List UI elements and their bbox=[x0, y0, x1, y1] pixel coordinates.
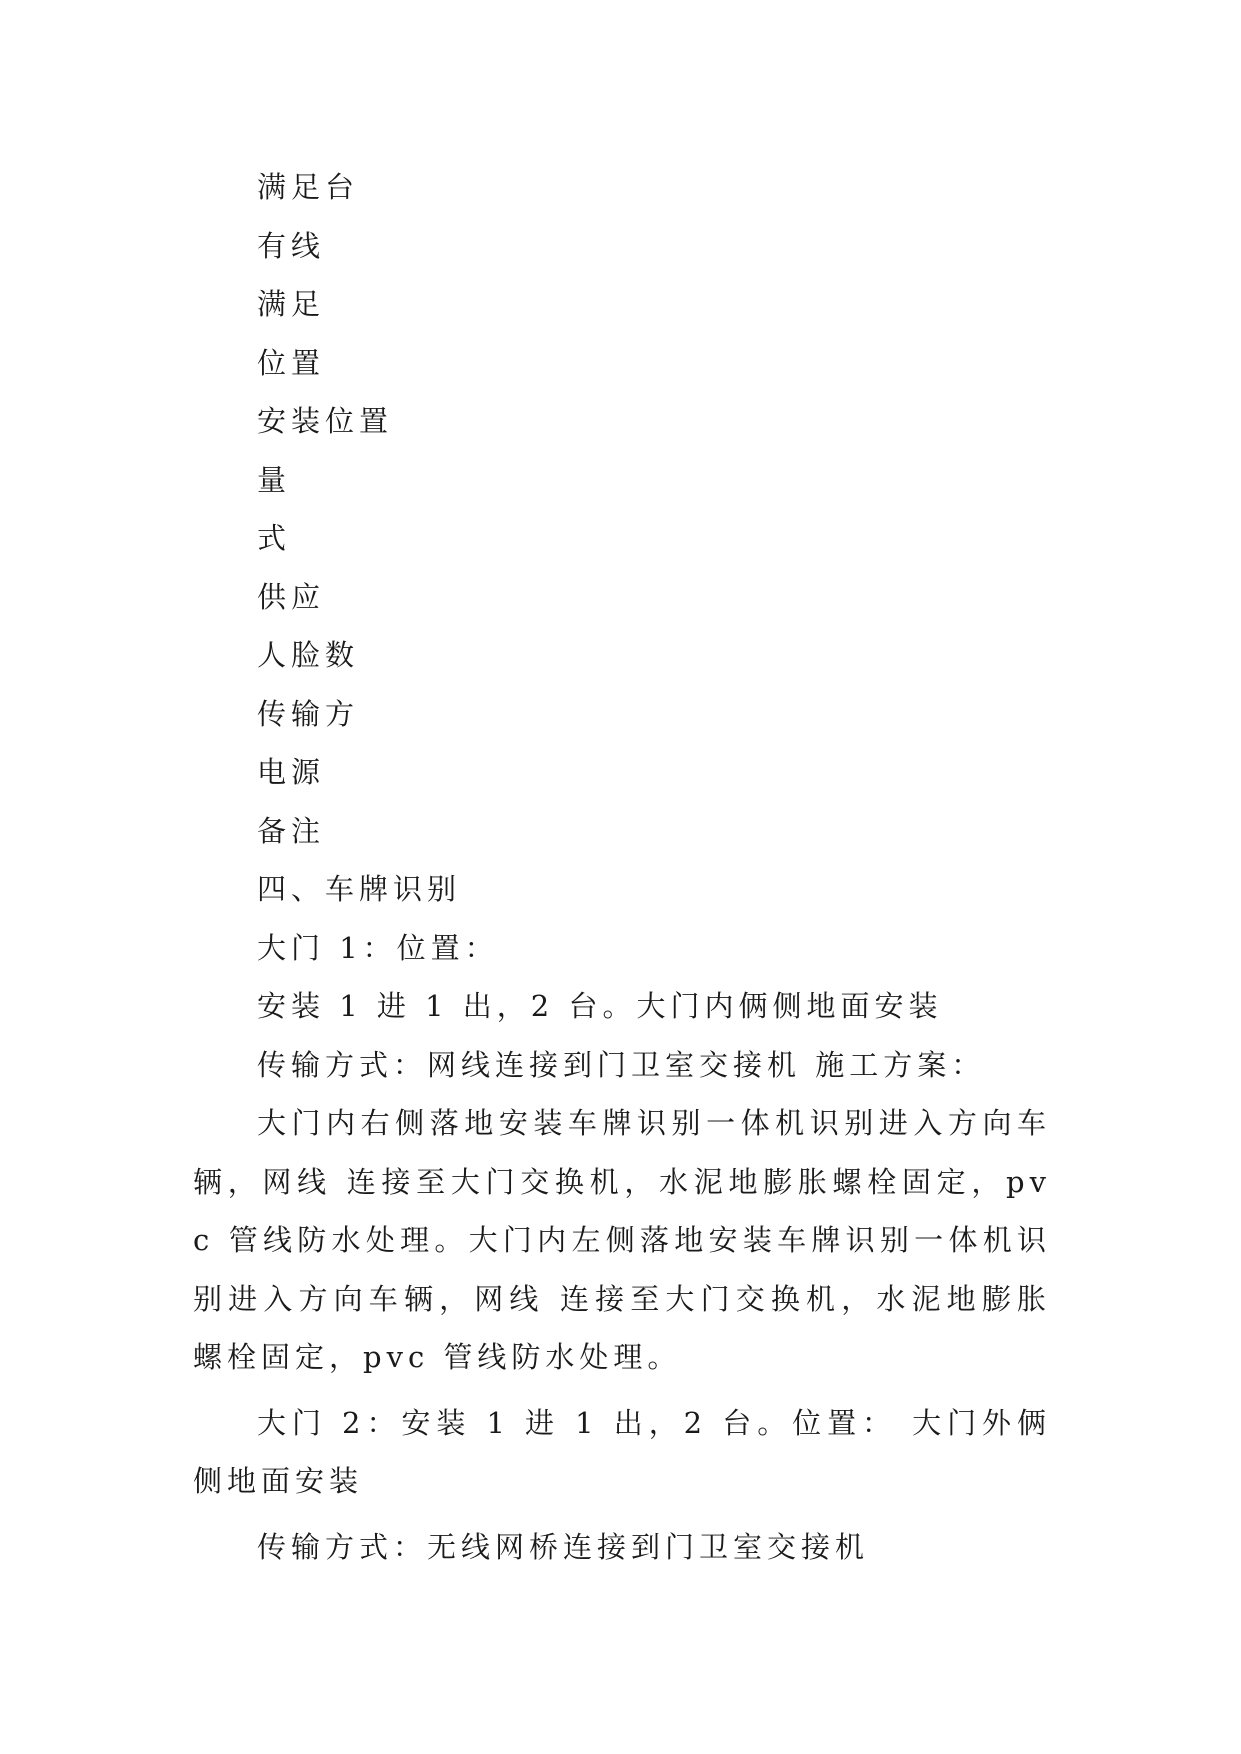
text-line: 供应 bbox=[257, 579, 326, 614]
text-line: 备注 bbox=[257, 813, 326, 848]
text-line: 电源 bbox=[257, 755, 326, 789]
text-line: 位置 bbox=[257, 345, 326, 380]
text-line: 安装位置 bbox=[257, 404, 394, 438]
text-line: 满足台 bbox=[257, 170, 360, 204]
text-line: 安装 1 进 1 出，2 台。大门内俩侧地面安装 bbox=[257, 989, 943, 1023]
section-heading: 四、车牌识别 bbox=[257, 872, 462, 906]
text-line: 人脸数 bbox=[257, 638, 360, 672]
text-line: 传输方式：网线连接到门卫室交接机 施工方案： bbox=[257, 1047, 986, 1082]
document-body bbox=[193, 158, 1051, 1576]
text-line: 有线 bbox=[257, 228, 326, 263]
paragraph-gap bbox=[193, 1387, 1051, 1394]
text-line: 传输方式：无线网桥连接到门卫室交接机 bbox=[257, 1529, 870, 1564]
text-line: 量 bbox=[257, 462, 292, 497]
paragraph-gap bbox=[193, 1511, 1051, 1518]
text-line: 传输方 bbox=[257, 696, 360, 731]
text-line: 式 bbox=[257, 521, 292, 555]
text-line: 满足 bbox=[257, 287, 326, 321]
text-line: 大门 1：位置： bbox=[257, 930, 499, 965]
paragraph-construction-plan: 大门内右侧落地安装车牌识别一体机识别进入方向车辆，网线 连接至大门交换机，水泥地膨胀螺栓固定，pvc 管线防水处理。大门内左侧落地安装车牌识别一体机识别进入方向车辆，网线 连接至大门交换机，水泥地膨胀螺栓固定，pvc 管线防水处理。 bbox=[193, 1106, 1051, 1374]
paragraph-gate-2: 大门 2：安装 1 进 1 出，2 台。位置： 大门外俩侧地面安装 bbox=[193, 1405, 1051, 1498]
